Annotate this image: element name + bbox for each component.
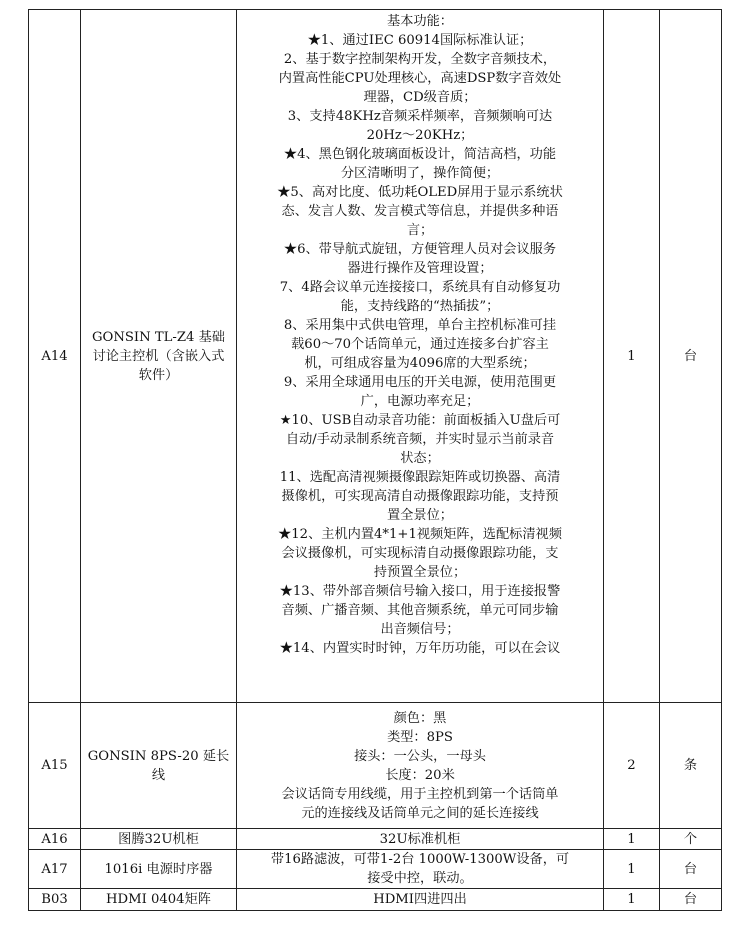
spec-line: 持预置全景位；	[373, 565, 467, 580]
spec-line: 接头：一公头，一母头	[354, 748, 486, 764]
spec-line: 接受中控，联动。	[367, 871, 473, 886]
spec-line: 11、选配高清视频摄像跟踪矩阵或切换器、高清	[279, 470, 561, 485]
spec-line: 3、支持48KHz音频采样频率，音频频响可达	[287, 109, 553, 124]
table-body	[29, 10, 722, 911]
spec-line: 载60～70个话筒单元，通过连接多台扩容主	[291, 337, 549, 352]
spec-line: 基本功能：	[387, 14, 453, 29]
spec-line: ★10、USB自动录音功能：前面板插入U盘后可	[279, 413, 561, 428]
item-name-cell: GONSIN 8PS-20 延长线	[81, 703, 237, 829]
spec-line: 会议摄像机，可实现标清自动摄像跟踪功能，支	[281, 546, 559, 561]
spec-line: 8、采用集中式供电管理，单台主控机标准可挂	[283, 318, 557, 333]
spec-line: 摄像机，可实现高清自动摄像跟踪功能，支持预	[281, 489, 559, 504]
item-qty-cell: 2	[604, 703, 660, 829]
spec-text	[242, 850, 598, 888]
item-unit-cell: 台	[660, 850, 722, 889]
spec-line: 类型：8PS	[387, 729, 453, 745]
spec-line: 器进行操作及管理设置；	[347, 261, 493, 276]
item-code-cell: A14	[29, 10, 81, 703]
spec-line: 32U标准机柜	[379, 831, 461, 847]
item-spec-cell	[237, 829, 604, 850]
item-code-cell: A16	[29, 829, 81, 850]
item-qty-cell: 1	[604, 850, 660, 889]
item-qty-cell: 1	[604, 889, 660, 911]
spec-text	[242, 12, 598, 700]
spec-line: ★12、主机内置4*1+1视频矩阵，选配标清视频	[278, 527, 562, 542]
spec-line: ★14、内置实时时钟，万年历功能，可以在会议	[279, 641, 561, 656]
spec-line: 分区清晰明了，操作简便；	[340, 166, 500, 181]
item-spec-cell	[237, 703, 604, 829]
item-spec-cell	[237, 850, 604, 889]
spec-line: 颜色：黑	[393, 710, 447, 726]
spec-line: ★13、带外部音频信号输入接口，用于连接报警	[279, 584, 561, 599]
table-row	[29, 850, 722, 889]
item-qty-cell: 1	[604, 829, 660, 850]
table-row	[29, 10, 722, 703]
item-unit-cell: 个	[660, 829, 722, 850]
item-name-cell: 1016i 电源时序器	[81, 850, 237, 889]
spec-line: 长度：20米	[385, 767, 455, 783]
item-code-cell: A17	[29, 850, 81, 889]
item-name-cell: 图腾32U机柜	[81, 829, 237, 850]
item-unit-cell: 台	[660, 889, 722, 911]
spec-line: 出音频信号；	[380, 622, 460, 637]
spec-text	[242, 890, 598, 909]
spec-line: 机，可组成容量为4096席的大型系统；	[304, 356, 536, 371]
spec-line: 言；	[406, 223, 434, 238]
spec-line: 元的连接线及话筒单元之间的延长连接线	[301, 805, 539, 821]
item-spec-cell	[237, 10, 604, 703]
spec-line: 理器，CD级音质；	[363, 90, 477, 105]
equipment-spec-table	[28, 9, 722, 911]
item-spec-cell	[237, 889, 604, 911]
spec-line: 20Hz～20KHz；	[366, 128, 474, 143]
spec-line: HDMI四进四出	[373, 892, 467, 907]
spec-line: 2、基于数字控制架构开发，全数字音频技术，	[283, 52, 557, 67]
item-unit-cell: 台	[660, 10, 722, 703]
item-code-cell: B03	[29, 889, 81, 911]
table-row	[29, 829, 722, 850]
item-qty-cell: 1	[604, 10, 660, 703]
item-code-cell: A15	[29, 703, 81, 829]
spec-line: ★6、带导航式旋钮，方便管理人员对会议服务	[283, 242, 557, 257]
spec-line: 能，支持线路的“热插拔”；	[340, 299, 500, 314]
item-unit-cell: 条	[660, 703, 722, 829]
spec-line: 状态；	[400, 451, 440, 466]
table-row	[29, 703, 722, 829]
spec-line: 7、4路会议单元连接接口，系统具有自动修复功	[279, 280, 561, 295]
table-row	[29, 889, 722, 911]
item-name-cell: GONSIN TL-Z4 基础讨论主控机（含嵌入式软件）	[81, 10, 237, 703]
spec-text	[242, 830, 598, 849]
spec-line: 置全景位；	[387, 508, 453, 523]
spec-line: ★1、通过IEC 60914国际标准认证；	[307, 33, 533, 48]
spec-line: 带16路滤波，可带1-2台 1000W-1300W设备，可	[270, 852, 570, 867]
spec-line: 音频、广播音频、其他音频系统，单元可同步输	[281, 603, 559, 618]
spec-line: 自动/手动录制系统音频，并实时显示当前录音	[285, 432, 555, 447]
spec-line: ★4、黑色钢化玻璃面板设计，简洁高档，功能	[283, 147, 557, 162]
item-name-cell: HDMI 0404矩阵	[81, 889, 237, 911]
spec-line: 9、采用全球通用电压的开关电源，使用范围更	[283, 375, 557, 390]
spec-line: 广，电源功率充足；	[360, 394, 480, 409]
spec-line: 会议话筒专用线缆，用于主控机到第一个话筒单	[281, 786, 559, 802]
spec-line: 态、发言人数、发言模式等信息，并提供多种语	[281, 204, 559, 219]
spec-line: ★5、高对比度、低功耗OLED屏用于显示系统状	[277, 185, 563, 200]
spec-text	[242, 709, 598, 823]
spec-line: 内置高性能CPU处理核心，高速DSP数字音效处	[278, 71, 562, 86]
